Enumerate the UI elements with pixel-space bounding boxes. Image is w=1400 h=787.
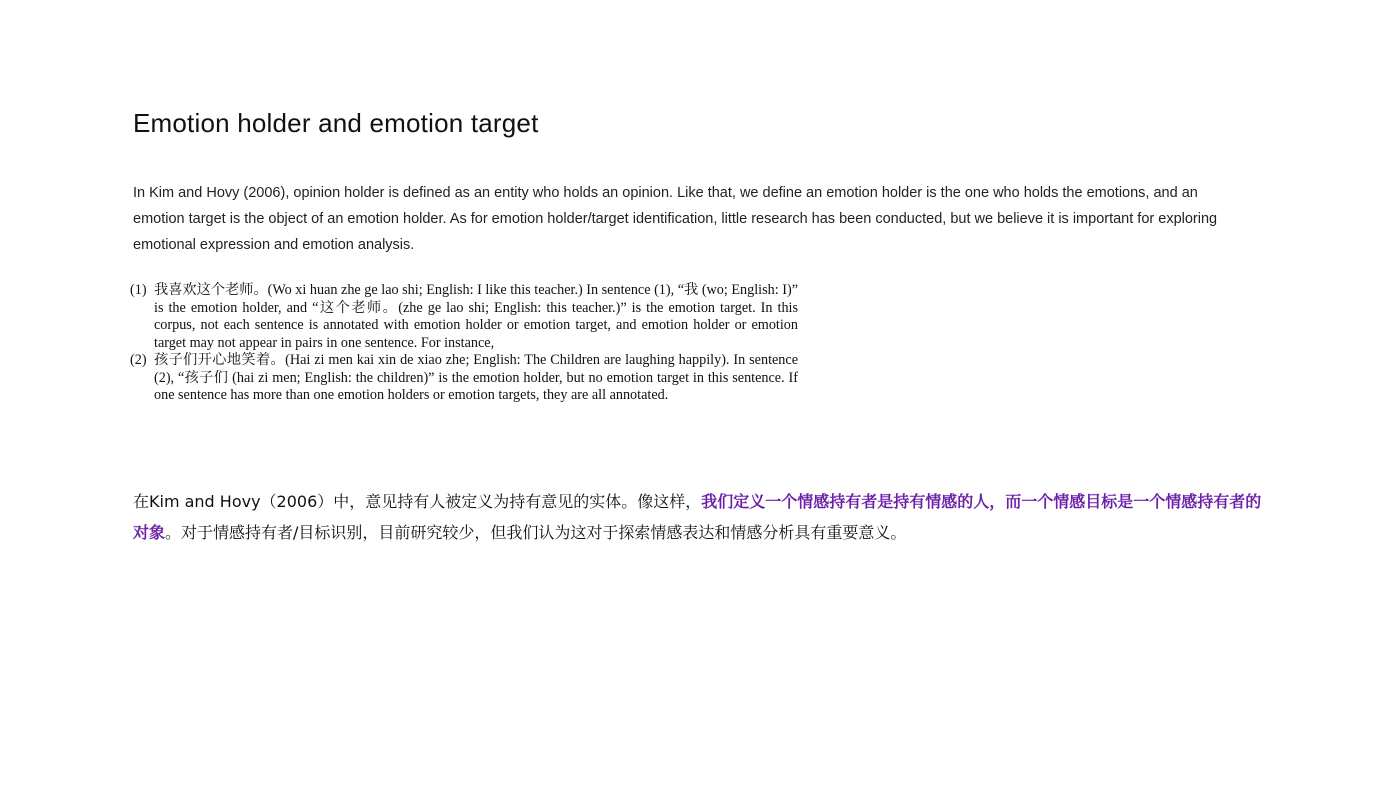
- slide-title: Emotion holder and emotion target: [133, 108, 539, 138]
- example-number: (2): [130, 352, 147, 368]
- example-text: 孩子们开心地笑着。(Hai zi men kai xin de xiao zhe; English: The Children are laughing happily). In sentence (2), “孩子们 (hai zi men; English: the children)” is the emotion holder, but no emotion target in this sentence. If one sentence has more than one emotion holders or emotion targets, they are all annotated.: [154, 352, 798, 403]
- intro-paragraph: In Kim and Hovy (2006), opinion holder is defined as an entity who holds an opinion. Like that, we define an emotion holder is the one who holds the emotions, and an emotion target is the object of an emotion holder. As for emotion holder/target identification, little research has been conducted, but we believe it is important for exploring emotional expression and emotion analysis.: [133, 185, 1218, 253]
- translation-highlight: 我们定义一个情感持有者是持有情感的人，而一个情感目标是一个情感持有者的对象: [133, 492, 1262, 542]
- example-number: (1): [130, 282, 147, 298]
- example-item: [130, 352, 798, 405]
- example-item: [130, 282, 798, 352]
- translation-text: 在Kim and Hovy（2006）中，意见持有人被定义为持有意见的实体。像这样，: [133, 492, 702, 511]
- chinese-translation: [133, 486, 1263, 548]
- example-text: 我喜欢这个老师。(Wo xi huan zhe ge lao shi; English: I like this teacher.) In sentence (1), “我 (wo; English: I)” is the emotion holder, and “这个老师。(zhe ge lao shi; English: this teacher.)” is the emotion target. In this corpus, not each sentence is annotated with emotion holder or emotion target, and emotion holder or emotion target may not appear in pairs in one sentence. For instance,: [154, 282, 798, 351]
- translation-text: 。对于情感持有者/目标识别，目前研究较少，但我们认为这对于探索情感表达和情感分析具有重要意义。: [165, 523, 907, 542]
- paper-excerpt: [130, 282, 798, 405]
